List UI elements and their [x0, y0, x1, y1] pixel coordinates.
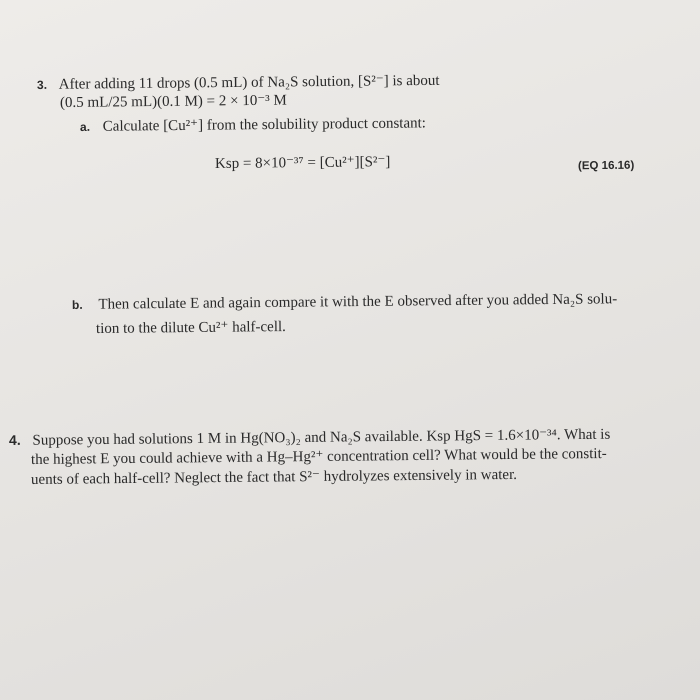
q3b-text-line1: Then calculate E and again compare it with the E observed after you added Na₂S solu-	[98, 291, 618, 313]
equation-reference: (EQ 16.16)	[577, 159, 635, 173]
ksp-equation: Ksp = 8×10⁻³⁷ = [Cu²⁺][S²⁻]	[214, 154, 391, 172]
q3b-label: b.	[71, 297, 83, 312]
q3a-line	[80, 114, 426, 136]
q3a-text: Calculate [Cu²⁺] from the solubility product constant:	[102, 115, 427, 135]
q4-number: 4.	[8, 431, 21, 448]
q4-line3: uents of each half-cell? Neglect the fact that S²⁻ hydrolyzes extensively in water.	[30, 466, 518, 488]
q4-line2: the highest E you could achieve with a Hg–Hg²⁺ concentration cell? What would be the constit-	[30, 445, 607, 468]
q3-text-line1: After adding 11 drops (0.5 mL) of Na₂S solution, [S²⁻] is about	[58, 72, 440, 93]
q3-number: 3.	[36, 77, 48, 92]
q3-line1	[37, 72, 440, 94]
q3-line2: (0.5 mL/25 mL)(0.1 M) = 2 × 10⁻³ M	[59, 92, 287, 111]
q3b-line1	[72, 290, 617, 314]
q3a-label: a.	[79, 119, 91, 134]
q3b-line2: tion to the dilute Cu²⁺ half-cell.	[95, 319, 286, 337]
q4-text-line1: Suppose you had solutions 1 M in Hg(NO₃)₂ and Na₂S available. Ksp HgS = 1.6×10⁻³⁴. What is	[32, 426, 611, 449]
